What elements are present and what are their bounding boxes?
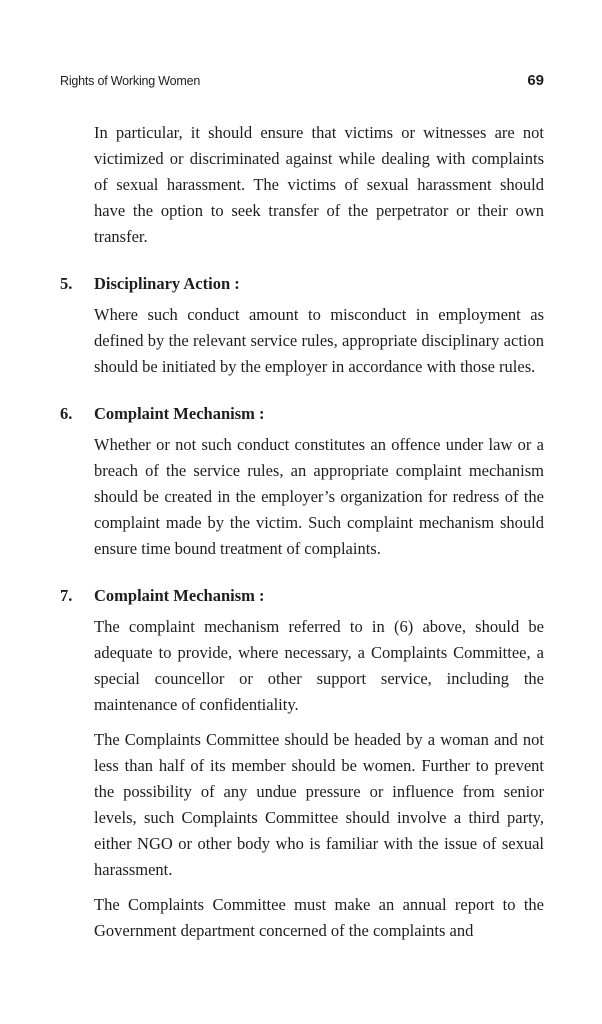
- running-head: [60, 72, 544, 94]
- section-title: Complaint Mechanism :: [94, 404, 265, 423]
- section-5-paragraph: Where such conduct amount to misconduct in employment as defined by the relevant service rules, appropriate disciplinary action should be initiated by the employer in accordance with those rules.: [94, 305, 544, 376]
- section-5-heading: [60, 271, 544, 297]
- section-number: 7.: [60, 586, 73, 605]
- section-6-paragraph: Whether or not such conduct constitutes an offence under law or a breach of the service rules, an appropriate complaint mechanism should be created in the employer’s organization for redress of the complaint made by the victim. Such complaint mechanism should ensure time bound treatment of complaints.: [94, 435, 544, 558]
- section-number: 5.: [60, 274, 73, 293]
- intro-paragraph: In particular, it should ensure that victims or witnesses are not victimized or discriminated against while dealing with complaints of sexual harassment. The victims of sexual harassment should have the option to seek transfer of the perpetrator or their own transfer.: [94, 123, 544, 246]
- page-number: 69: [527, 72, 544, 89]
- section-7-paragraph-3: The Complaints Committee must make an annual report to the Government department concerned of the complaints and: [94, 895, 544, 940]
- section-7-paragraph-1: The complaint mechanism referred to in (6) above, should be adequate to provide, where necessary, a Complaints Committee, a special councellor or other support service, including the maintenance of confidentiality.: [94, 617, 544, 714]
- section-7-paragraph-2: The Complaints Committee should be headed by a woman and not less than half of its member should be women. Further to prevent the possibility of any undue pressure or influence from senior levels, such Complaints Committee should involve a third party, either NGO or other body who is familiar with the issue of sexual harassment.: [94, 730, 544, 879]
- section-6-heading: [60, 401, 544, 427]
- section-title: Complaint Mechanism :: [94, 586, 265, 605]
- section-number: 6.: [60, 404, 73, 423]
- section-7-heading: [60, 583, 544, 609]
- section-title: Disciplinary Action :: [94, 274, 240, 293]
- page-body: [60, 120, 544, 953]
- running-title: Rights of Working Women: [60, 74, 201, 88]
